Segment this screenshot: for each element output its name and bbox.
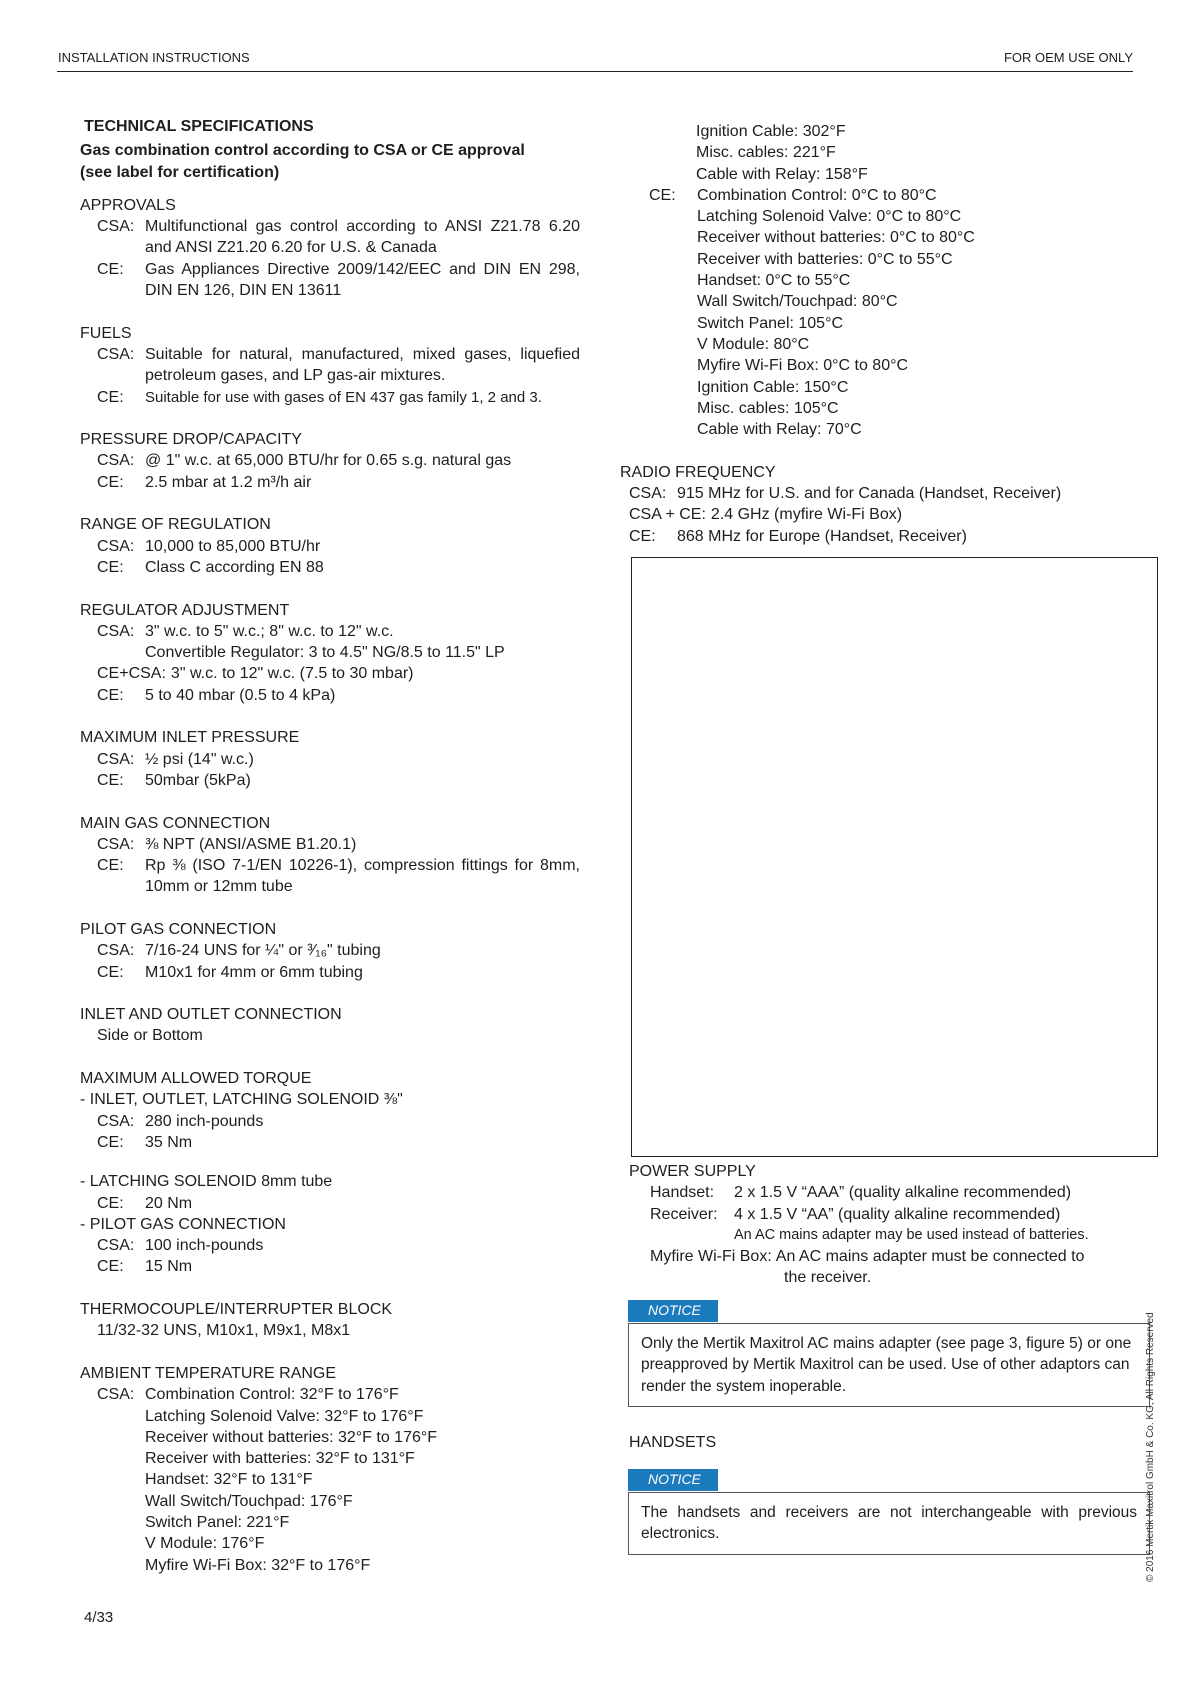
left-column bbox=[80, 116, 580, 1576]
ambient-item: Myfire Wi-Fi Box: 32°F to 176°F bbox=[145, 1556, 371, 1574]
notice-text: The handsets and receivers are not interchangeable with previous electronics. bbox=[641, 1504, 1137, 1543]
ce-temp-item: V Module: 80°C bbox=[697, 335, 810, 353]
range-ce: CE: Class C according EN 88 bbox=[97, 558, 324, 576]
power-title: POWER SUPPLY bbox=[629, 1163, 756, 1180]
pressure-ce: CE: 2.5 mbar at 1.2 m³/h air bbox=[97, 473, 312, 491]
ambient-item: Switch Panel: 221°F bbox=[145, 1514, 290, 1531]
ambient-item: V Module: 176°F bbox=[145, 1535, 265, 1553]
csa-temp-item: Ignition Cable: 302°F bbox=[696, 123, 846, 140]
torque-item: - LATCHING SOLENOID 8mm tube bbox=[80, 1173, 333, 1191]
ambient-item: Receiver without batteries: 32°F to 176°F bbox=[145, 1428, 438, 1446]
regulator-csa2: Convertible Regulator: 3 to 4.5" NG/8.5 to 11.5" LP bbox=[145, 644, 505, 662]
power-wifi-cont: the receiver. bbox=[784, 1269, 872, 1287]
regulator-csa: CSA: 3" w.c. to 5" w.c.; 8" w.c. to 12" w.c. bbox=[97, 622, 394, 640]
range-title: RANGE OF REGULATION bbox=[80, 516, 271, 534]
inlet-pressure-title: MAXIMUM INLET PRESSURE bbox=[80, 729, 300, 747]
power-wifi: Myfire Wi-Fi Box: An AC mains adapter must be connected to bbox=[650, 1248, 1085, 1266]
inlet-outlet-value: Side or Bottom bbox=[97, 1027, 203, 1045]
radio-title: RADIO FREQUENCY bbox=[620, 463, 776, 481]
range-csa: CSA: 10,000 to 85,000 BTU/hr bbox=[97, 537, 321, 555]
header-divider bbox=[57, 71, 1133, 72]
inlet-pressure-csa: CSA: ½ psi (14" w.c.) bbox=[97, 750, 254, 768]
ambient-item: Wall Switch/Touchpad: 176°F bbox=[145, 1492, 353, 1510]
inlet-outlet-title: INLET AND OUTLET CONNECTION bbox=[80, 1006, 342, 1024]
ce-temp-block: CE: Combination Control: 0°C to 80°C Latching Solenoid Valve: 0°C to 80°C Receiver without batteries: 0°C to 80°C Receiver with batteries: 0°C to 55°C Handset: 0°C to 55°C Wall Switch/Touchpad: 80°C Switch Panel: 105°C V Module: 80°C Myfire Wi-Fi Box: 0°C to 80°C Ignition Cable: 150°C Misc. cables: 105°C Cable with Relay: 70°C bbox=[629, 185, 1164, 441]
ambient-item: Latching Solenoid Valve: 32°F to 176°F bbox=[145, 1407, 424, 1425]
ambient-item: Handset: 32°F to 131°F bbox=[145, 1471, 313, 1489]
power-receiver-note: An AC mains adapter may be used instead of batteries. bbox=[734, 1226, 1089, 1243]
copyright: © 2016 Mertik Maxitrol GmbH & Co. KG, All Rights Reserved bbox=[1145, 1312, 1156, 1582]
radio-csace: CSA + CE: 2.4 GHz (myfire Wi-Fi Box) bbox=[629, 506, 903, 524]
power-supply-section bbox=[629, 1161, 1149, 1289]
header-right: FOR OEM USE ONLY bbox=[1003, 50, 1133, 65]
pressure-title: PRESSURE DROP/CAPACITY bbox=[80, 431, 302, 449]
torque-item1-ce: CE: 35 Nm bbox=[97, 1133, 193, 1151]
approvals-csa: CSA: Multifunctional gas control according to ANSI Z21.78 6.20 and ANSI Z21.20 6.20 for U.S. & Canada bbox=[97, 218, 580, 257]
ce-temp-item: Ignition Cable: 150°C bbox=[697, 378, 849, 396]
regulator-ce: CE: 5 to 40 mbar (0.5 to 4 kPa) bbox=[97, 686, 336, 704]
approvals-title: APPROVALS bbox=[80, 196, 176, 214]
radio-csa: CSA: 915 MHz for U.S. and for Canada (Handset, Receiver) bbox=[629, 485, 1062, 503]
ambient-title: AMBIENT TEMPERATURE RANGE bbox=[80, 1364, 337, 1382]
regulator-cecsa: CE+CSA: 3" w.c. to 12" w.c. (7.5 to 30 mbar) bbox=[97, 665, 414, 683]
ambient-item: Receiver with batteries: 32°F to 131°F bbox=[145, 1450, 415, 1468]
pressure-csa: CSA: @ 1" w.c. at 65,000 BTU/hr for 0.65 s.g. natural gas bbox=[97, 452, 512, 470]
torque-item1-csa: CSA: 280 inch-pounds bbox=[97, 1112, 264, 1130]
ce-temp-item: Latching Solenoid Valve: 0°C to 80°C bbox=[697, 208, 962, 226]
notice-label: NOTICE bbox=[628, 1469, 718, 1491]
power-receiver: Receiver: 4 x 1.5 V “AA” (quality alkaline recommended) bbox=[650, 1205, 1061, 1223]
subtitle: (see label for certification) bbox=[80, 163, 280, 181]
csa-temp-item: Misc. cables: 221°F bbox=[696, 144, 836, 162]
approvals-ce: CE: Gas Appliances Directive 2009/142/EEC and DIN EN 298, DIN EN 126, DIN EN 13611 bbox=[97, 260, 580, 300]
section-title: TECHNICAL SPECIFICATIONS bbox=[84, 118, 314, 135]
fuels-ce: CE: Suitable for use with gases of EN 437 gas family 1, 2 and 3. bbox=[97, 388, 542, 406]
ambient-item: Combination Control: 32°F to 176°F bbox=[145, 1386, 399, 1404]
ce-temp-item: Misc. cables: 105°C bbox=[697, 399, 839, 417]
torque-item3-csa: CSA: 100 inch-pounds bbox=[97, 1237, 264, 1255]
ce-temp-item: Myfire Wi-Fi Box: 0°C to 80°C bbox=[697, 357, 909, 375]
fuels-title: FUELS bbox=[80, 324, 132, 342]
main-gas-csa: CSA: ⅜ NPT (ANSI/ASME B1.20.1) bbox=[97, 835, 357, 853]
pilot-gas-csa: CSA: 7/16-24 UNS for ¼" or ³⁄₁₆" tubing bbox=[97, 942, 381, 960]
csa-temp-item: Cable with Relay: 158°F bbox=[696, 165, 868, 183]
power-handset: Handset: 2 x 1.5 V “AAA” (quality alkaline recommended) bbox=[650, 1184, 1072, 1202]
torque-item3-ce: CE: 15 Nm bbox=[97, 1258, 193, 1276]
right-column bbox=[620, 121, 1164, 547]
ce-temp-item: Cable with Relay: 70°C bbox=[697, 421, 862, 439]
thermo-title: THERMOCOUPLE/INTERRUPTER BLOCK bbox=[80, 1301, 393, 1319]
page-number: 4/33 bbox=[84, 1609, 114, 1626]
torque-item: - PILOT GAS CONNECTION bbox=[80, 1215, 286, 1233]
header-left: INSTALLATION INSTRUCTIONS bbox=[58, 50, 250, 65]
ce-temp-item: Receiver with batteries: 0°C to 55°C bbox=[697, 250, 953, 268]
handsets-title: HANDSETS bbox=[629, 1434, 717, 1451]
pilot-gas-ce: CE: M10x1 for 4mm or 6mm tubing bbox=[97, 963, 363, 981]
product-image-frame bbox=[631, 557, 1158, 1157]
ce-temp-item: Wall Switch/Touchpad: 80°C bbox=[697, 293, 898, 311]
notice-box bbox=[628, 1492, 1150, 1555]
ce-temp-item: Switch Panel: 105°C bbox=[697, 314, 844, 332]
torque-item2-ce: CE: 20 Nm bbox=[97, 1194, 193, 1212]
pilot-gas-title: PILOT GAS CONNECTION bbox=[80, 920, 277, 938]
fuels-csa: CSA: Suitable for natural, manufactured, mixed gases, liquefied petroleum gases, and LP gas-air mixtures. bbox=[97, 345, 580, 385]
main-gas-title: MAIN GAS CONNECTION bbox=[80, 814, 271, 832]
notice-text: Only the Mertik Maxitrol AC mains adapter (see page 3, figure 5) or one preapproved by Mertik Maxitrol can be used. Use of other adaptors can render the system inoperable. bbox=[641, 1335, 1132, 1395]
regulator-title: REGULATOR ADJUSTMENT bbox=[80, 601, 290, 619]
torque-item: - INLET, OUTLET, LATCHING SOLENOID ⅜" bbox=[80, 1091, 403, 1109]
notice-label: NOTICE bbox=[628, 1300, 718, 1322]
ce-temp-item: Handset: 0°C to 55°C bbox=[697, 272, 851, 290]
subtitle: Gas combination control according to CSA or CE approval bbox=[80, 142, 525, 160]
torque-title: MAXIMUM ALLOWED TORQUE bbox=[80, 1070, 312, 1088]
main-gas-ce: CE: Rp ⅜ (ISO 7-1/EN 10226-1), compression fittings for 8mm, 10mm or 12mm tube bbox=[97, 857, 580, 896]
ce-temp-item: Receiver without batteries: 0°C to 80°C bbox=[697, 229, 975, 247]
ambient-csa: CSA: Combination Control: 32°F to 176°F Latching Solenoid Valve: 32°F to 176°F Receiver without batteries: 32°F to 176°F Receiver with batteries: 32°F to 131°F Handset: 32°F to 131°F Wall Switch/Touchpad: 176°F Switch Panel: 221°F V Module: 176°F Myfire Wi-Fi Box: 32°F to 176°F bbox=[80, 1384, 580, 1576]
ce-temp-item: Combination Control: 0°C to 80°C bbox=[697, 186, 937, 204]
notice-box bbox=[628, 1323, 1150, 1407]
thermo-value: 11/32-32 UNS, M10x1, M9x1, M8x1 bbox=[97, 1322, 351, 1340]
inlet-pressure-ce: CE: 50mbar (5kPa) bbox=[97, 771, 251, 789]
radio-ce: CE: 868 MHz for Europe (Handset, Receiver) bbox=[629, 527, 967, 545]
